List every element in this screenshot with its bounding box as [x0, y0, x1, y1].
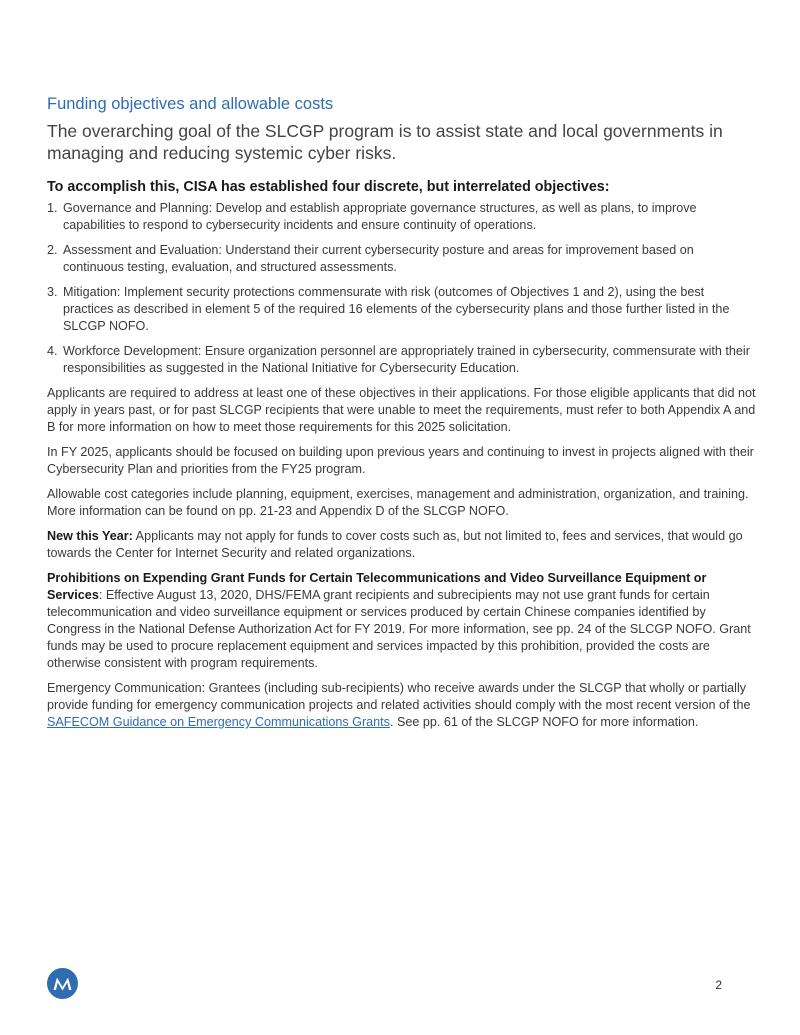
emergency-text-after: . See pp. 61 of the SLCGP NOFO for more information. — [389, 715, 699, 729]
motorola-logo-icon — [47, 968, 78, 999]
emergency-paragraph — [47, 680, 757, 731]
objective-number: 3. — [47, 285, 58, 299]
applicants-paragraph: Applicants are required to address at least one of these objectives in their applications. For those eligible applicants that did not apply in years past, or for past SLCGP recipients that were unable to meet the requirements, must refer to both Appendix A and B for more information on how to meet those requirements for this 2025 solicitation. — [47, 386, 756, 434]
objective-number: 4. — [47, 344, 58, 358]
objective-item — [47, 343, 757, 377]
new-this-year-paragraph — [47, 528, 757, 562]
objective-item — [47, 284, 757, 335]
objective-number: 1. — [47, 201, 58, 215]
objective-item — [47, 242, 757, 276]
objective-number: 2. — [47, 243, 58, 257]
objective-item — [47, 200, 757, 234]
allowable-costs-paragraph: Allowable cost categories include planning, equipment, exercises, management and administration, organization, and training. More information can be found on pp. 21-23 and Appendix D of the SLCGP NOFO. — [47, 487, 749, 518]
fy2025-paragraph: In FY 2025, applicants should be focused on building upon previous years and continuing to invest in projects aligned with their Cybersecurity Plan and priorities from the FY25 program. — [47, 445, 754, 476]
objective-text: Governance and Planning: Develop and establish appropriate governance structures, as well as plans, to improve capabilities to respond to cybersecurity incidents and ensure continuity of operations. — [63, 201, 697, 232]
objective-text: Assessment and Evaluation: Understand their current cybersecurity posture and areas for improvement based on continuous testing, evaluation, and structured assessments. — [63, 243, 694, 274]
page-number: 2 — [715, 978, 722, 992]
new-this-year-label: New this Year: — [47, 529, 133, 543]
objective-text: Workforce Development: Ensure organization personnel are appropriately trained in cybersecurity, commensurate with their responsibilities as suggested in the National Initiative for Cybersecurity Education. — [63, 344, 750, 375]
motorola-logo-svg — [47, 968, 78, 999]
document-page — [47, 94, 757, 739]
prohibitions-label: Prohibitions on Expending Grant Funds for Certain Telecommunications and Video Surveillance Equipment or Services — [47, 571, 707, 602]
emergency-text-before: Emergency Communication: Grantees (including sub-recipients) who receive awards under the SLCGP that wholly or partially provide funding for emergency communication projects and related activities should comply with the most recent version of the — [47, 681, 751, 712]
safecom-guidance-link[interactable]: SAFECOM Guidance on Emergency Communications Grants — [47, 715, 390, 729]
prohibitions-text: : Effective August 13, 2020, DHS/FEMA grant recipients and subrecipients may not use grant funds for certain telecommunication and video surveillance equipment or services produced by certain Chinese companies identified by Congress in the National Defense Authorization Act for FY 2019. For more information, see pp. 24 of the SLCGP NOFO. Grant funds may be used to procure replacement equipment and services impacted by this prohibition, provided the costs are otherwise consistent with program requirements. — [47, 588, 751, 670]
new-this-year-text: Applicants may not apply for funds to cover costs such as, but not limited to, fees and services, that would go towards the Center for Internet Security and related organizations. — [47, 529, 743, 560]
lead-paragraph: The overarching goal of the SLCGP program is to assist state and local governments in managing and reducing systemic cyber risks. — [47, 121, 723, 163]
prohibitions-paragraph — [47, 570, 757, 672]
objectives-heading: To accomplish this, CISA has established four discrete, but interrelated objectives: — [47, 179, 610, 195]
objectives-list — [47, 200, 757, 377]
section-title: Funding objectives and allowable costs — [47, 95, 334, 113]
objective-text: Mitigation: Implement security protections commensurate with risk (outcomes of Objectives 1 and 2), using the best practices as described in element 5 of the required 16 elements of the cybersecurity plans and those further listed in the SLCGP NOFO. — [63, 285, 730, 333]
